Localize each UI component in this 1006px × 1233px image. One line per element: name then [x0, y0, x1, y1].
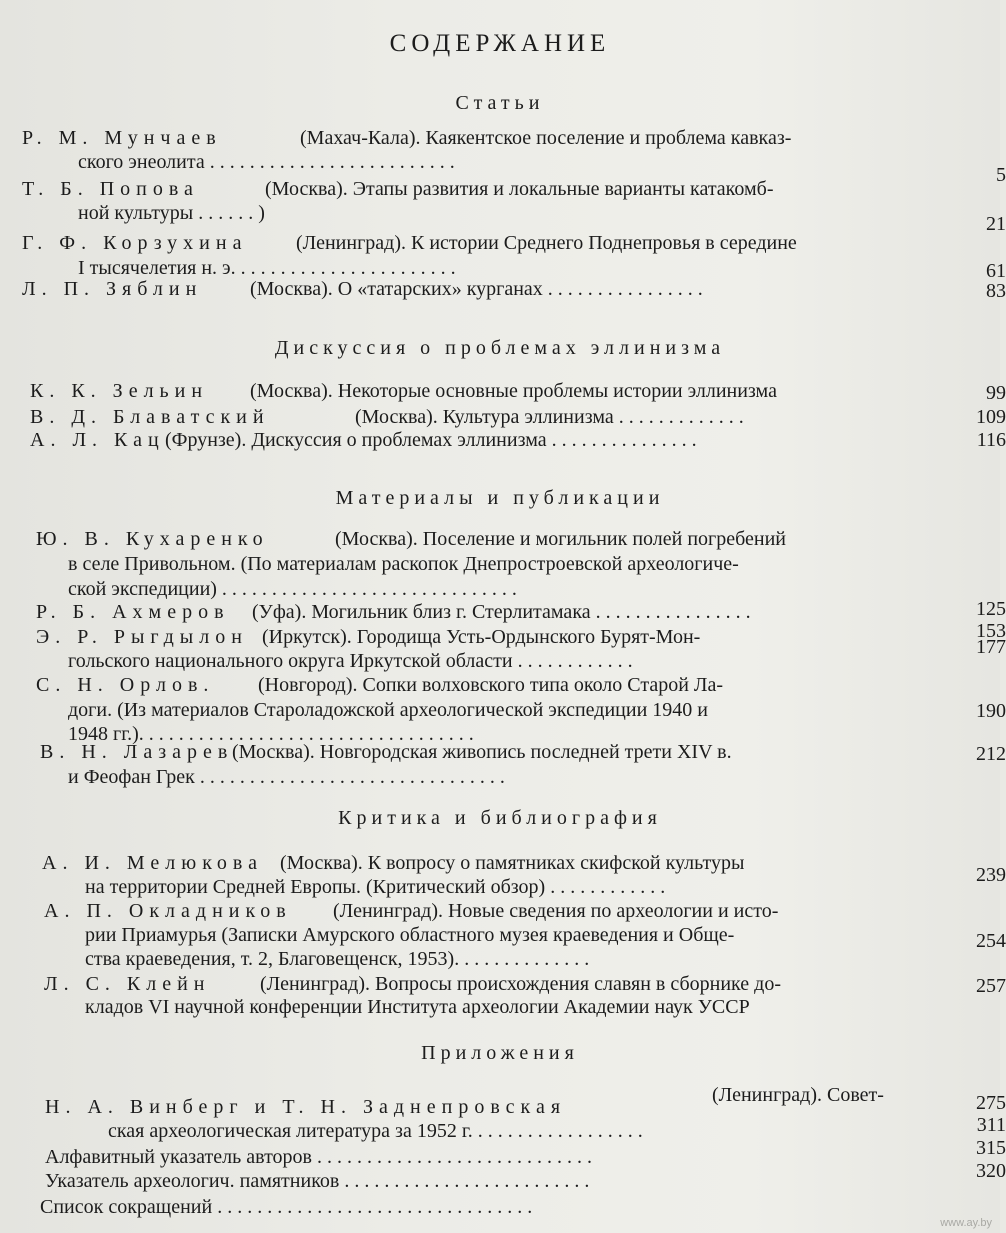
- entry-text: ская археологическая литература за 1952 г. . . . . . . . . . . . . . . . . .: [108, 1120, 643, 1142]
- entry-author: А. И. Мелюкова: [42, 852, 263, 874]
- page-number: 99: [986, 382, 1006, 404]
- entry-text: (Москва). Культура эллинизма . . . . . . . . . . . . .: [355, 406, 744, 428]
- entry-author: К. К. Зельин: [30, 380, 209, 402]
- entry-text: в селе Привольном. (По материалам раскопок Днепростроевской археологиче-: [68, 553, 739, 575]
- entry-text: на территории Средней Европы. (Критический обзор) . . . . . . . . . . . .: [85, 876, 666, 898]
- entry-text: кладов VI научной конференции Института археологии Академии наук УССР: [85, 996, 750, 1018]
- entry-text: (Москва). Некоторые основные проблемы истории эллинизма: [250, 380, 777, 402]
- entry-author: А. Л. Кац: [30, 429, 165, 451]
- entry-text: ской экспедиции) . . . . . . . . . . . . . . . . . . . . . . . . . . . . . .: [68, 578, 517, 600]
- entry-text: (Ленинград). Новые сведения по археологии и исто-: [333, 900, 779, 922]
- entry-author: Ю. В. Кухаренко: [36, 528, 269, 550]
- entry-text: (Москва). Поселение и могильник полей погребений: [335, 528, 787, 550]
- entry-text: (Москва). К вопросу о памятниках скифской культуры: [280, 852, 745, 874]
- entry-text: (Ленинград). К истории Среднего Поднепровья в середине: [296, 232, 797, 254]
- entry-text: и Феофан Грек . . . . . . . . . . . . . . . . . . . . . . . . . . . . . . .: [68, 766, 505, 788]
- entry-author: Г. Ф. Корзухина: [22, 232, 248, 254]
- page-number: 257: [976, 975, 1006, 997]
- entry-text: ского энеолита . . . . . . . . . . . . . . . . . . . . . . . . .: [78, 151, 455, 173]
- entry-text: (Москва). Этапы развития и локальные варианты катакомб-: [265, 178, 774, 200]
- entry-author: В. Д. Блаватский: [30, 406, 270, 428]
- entry-author: Р. М. Мунчаев: [22, 127, 222, 149]
- page-number: 212: [976, 743, 1006, 765]
- section-title-appendices: Приложения: [421, 1042, 579, 1064]
- entry-text: 1948 гг.). . . . . . . . . . . . . . . . . . . . . . . . . . . . . . . . . .: [68, 723, 474, 745]
- entry-text: рии Приамурья (Записки Амурского областного музея краеведения и Обще-: [85, 924, 735, 946]
- page-number: 315: [976, 1137, 1006, 1159]
- entry-text: (Новгород). Сопки волховского типа около Старой Ла-: [258, 674, 724, 696]
- watermark: www.ay.by: [940, 1217, 992, 1229]
- page-number: 116: [976, 429, 1006, 451]
- page-number: 21: [986, 213, 1006, 235]
- entry-author: А. П. Окладников: [44, 900, 292, 922]
- entry-text: гольского национального округа Иркутской области . . . . . . . . . . . .: [68, 650, 633, 672]
- entry-text: (Фрунзе). Дискуссия о проблемах эллинизма . . . . . . . . . . . . . . .: [165, 429, 697, 451]
- entry-text: (Уфа). Могильник близ г. Стерлитамака . . . . . . . . . . . . . . . .: [252, 601, 751, 623]
- entry-text: (Москва). Новгородская живопись последней трети XIV в.: [232, 741, 732, 763]
- page-number: 190: [976, 700, 1006, 722]
- entry-text: (Иркутск). Городища Усть-Ордынского Бурят-Мон-: [262, 626, 701, 648]
- entry-text: (Москва). О «татарских» курганах . . . . . . . . . . . . . . . .: [250, 278, 703, 300]
- entry-author: Р. Б. Ахмеров: [36, 601, 230, 623]
- entry-author: Л. С. Клейн: [44, 973, 211, 995]
- page-number: 311: [976, 1114, 1006, 1136]
- entry-author: Т. Б. Попова: [22, 178, 199, 200]
- entry-text: (Ленинград). Совет-: [712, 1084, 884, 1106]
- page-number: 239: [976, 864, 1006, 886]
- entry-author: Э. Р. Рыгдылон: [36, 626, 248, 648]
- section-title-criticism: Критика и библиография: [338, 807, 662, 829]
- page-number: 109: [976, 406, 1006, 428]
- entry-text: ства краеведения, т. 2, Благовещенск, 1953). . . . . . . . . . . . . .: [85, 948, 590, 970]
- entry-text: доги. (Из материалов Староладожской археологической экспедиции 1940 и: [68, 699, 708, 721]
- section-title-discussion: Дискуссия о проблемах эллинизма: [274, 337, 726, 359]
- page-number: 153: [976, 620, 1006, 642]
- page-number: 5: [996, 164, 1006, 186]
- entry-author: В. Н. Лазарев: [40, 741, 234, 763]
- entry-text: Список сокращений . . . . . . . . . . . . . . . . . . . . . . . . . . . . . . . .: [40, 1196, 533, 1218]
- entry-text: Указатель археологич. памятников . . . . . . . . . . . . . . . . . . . . . . . . .: [45, 1170, 590, 1192]
- page-number: 177: [976, 636, 1006, 658]
- page-number: 125: [976, 598, 1006, 620]
- entry-author: Л. П. Зяблин: [22, 278, 203, 300]
- section-title-materials: Материалы и публикации: [335, 487, 665, 509]
- entry-author: С. Н. Орлов.: [36, 674, 215, 696]
- entry-text: Алфавитный указатель авторов . . . . . . . . . . . . . . . . . . . . . . . . . . . .: [45, 1146, 593, 1168]
- page-number: 320: [976, 1160, 1006, 1182]
- entry-text: (Махач-Кала). Каякентское поселение и проблема кавказ-: [300, 127, 792, 149]
- page-number: 83: [986, 280, 1006, 302]
- page-number: 254: [976, 930, 1006, 952]
- page-number: 61: [986, 260, 1006, 282]
- section-title-articles: Статьи: [455, 92, 545, 114]
- entry-text: (Ленинград). Вопросы происхождения славян в сборнике до-: [260, 973, 781, 995]
- entry-text: ной культуры . . . . . . ): [78, 202, 265, 224]
- entry-text: I тысячелетия н. э. . . . . . . . . . . . . . . . . . . . . . .: [78, 257, 456, 279]
- page-title: СОДЕРЖАНИЕ: [389, 30, 611, 57]
- page-number: 275: [976, 1092, 1006, 1114]
- entry-author: Н. А. Винберг и Т. Н. Заднепровская: [45, 1096, 567, 1118]
